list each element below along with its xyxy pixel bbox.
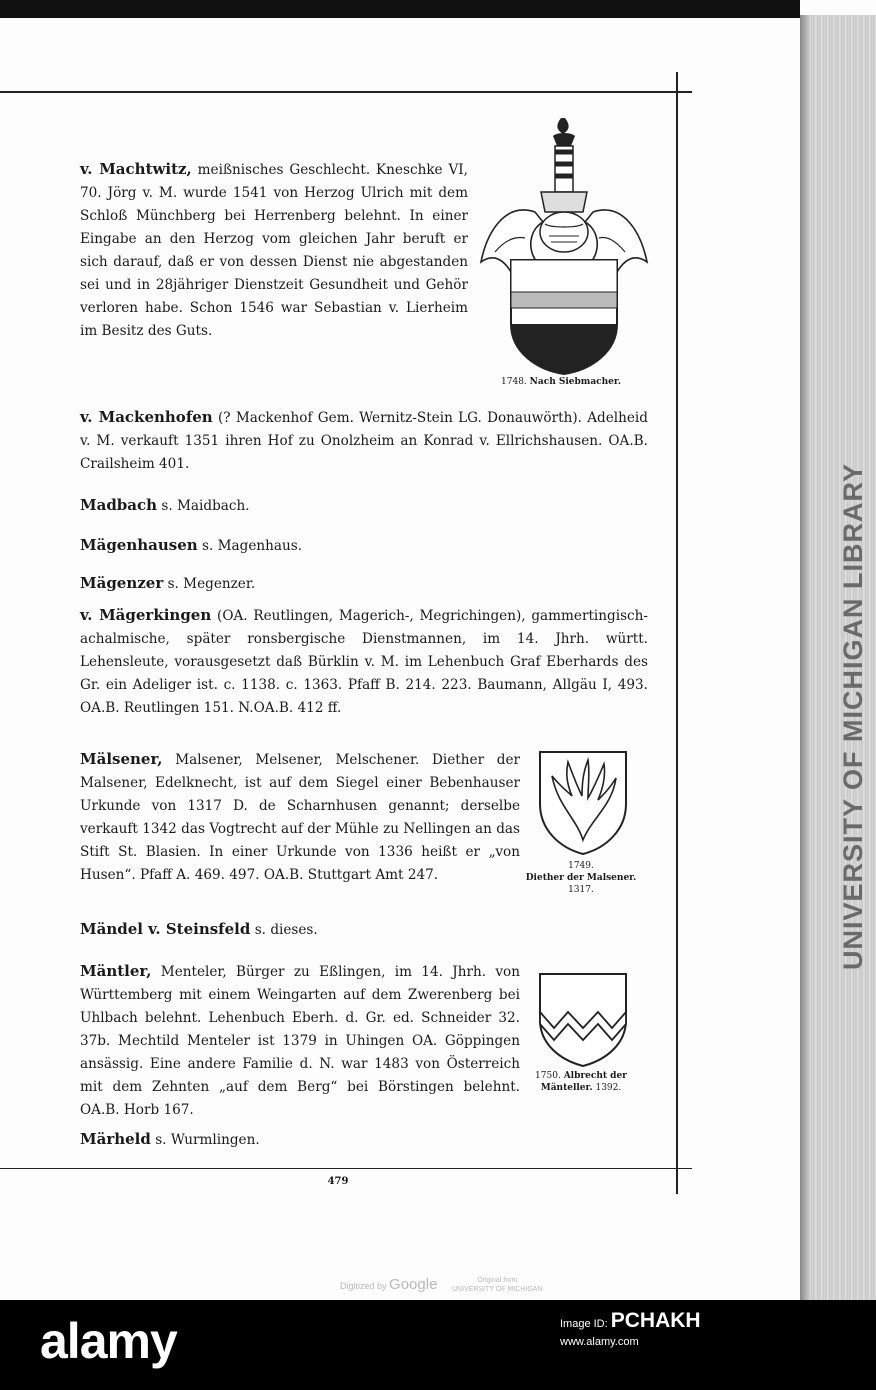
entry-headword: v. Mägerkingen xyxy=(80,606,212,624)
alamy-image-id: PCHAKH xyxy=(610,1309,701,1332)
entry-text: (OA. Reutlingen, Magerich-, Megrichingen), gammertingisch-achalmische, später ronsbergische Dienstmannen, im 14. Jhrh. württ. Lehensleute, vorausgesetzt daß Bürklin v. M. im Lehenbuch Graf Eberhards des Gr. ein Adeliger ist. c. 1138. c. 1363. Pfaff B. 214. 223. Baumann, Allgäu I, 493. OA.B. Reutlingen 151. N.OA.B. 412 ff. xyxy=(80,608,649,716)
entry-text: Malsener, Melsener, Melschener. Diether der Malsener, Edelknecht, ist auf dem Siegel einer Bebenhauser Urkunde von 1317 D. de Scharnhusen genannt; derselbe verkauft 1342 das Vogtrecht auf der Mühle zu Nellingen an das Stift St. Blasien. In einer Urkunde von 1336 heißt er „von Husen“. Pfaff A. 469. 497. OA.B. Stuttgart Amt 247. xyxy=(80,752,520,883)
coat-of-arms-1749 xyxy=(536,748,630,858)
entry-text: s. Magenhaus. xyxy=(202,538,303,554)
figure-caption-1749 xyxy=(514,860,648,896)
entry-headword: Märheld xyxy=(80,1130,151,1148)
alamy-logo: alamy xyxy=(40,1313,177,1369)
figure-year: 1317. xyxy=(568,885,594,895)
entry-maegerkingen xyxy=(80,604,648,720)
entry-text: Menteler, Bürger zu Eßlingen, im 14. Jhrh. von Württemberg mit einem Weingarten auf dem Zwerenberg bei Uhlbach belehnt. Lehenbuch Eberh. d. Gr. ed. Schneider 32. 37b. Mechtild Menteler ist 1379 in Uhingen OA. Göppingen ansässig. Eine andere Familie d. N. war 1483 von Österreich mit dem Zehnten „auf dem Berg“ bei Börstingen belehnt. OA.B. Horb 167. xyxy=(80,964,520,1118)
figure-year: 1392. xyxy=(595,1083,622,1093)
figure-number: 1749. xyxy=(568,861,594,871)
entry-headword: Madbach xyxy=(80,496,158,514)
entry-headword: v. Mackenhofen xyxy=(80,408,213,426)
entry-machtwitz xyxy=(80,158,468,343)
entry-text: s. Maidbach. xyxy=(161,498,250,514)
right-margin-rule xyxy=(676,72,678,1194)
entry-text: meißnisches Geschlecht. Kneschke VI, 70. Jörg v. M. wurde 1541 von Herzog Ulrich mit dem Schloß Münchberg bei Herrenberg belehnt. In einer Eingabe an den Herzog vom gleichen Jahr beruft er sich darauf, daß er von dessen Dienst nie abgestanden sei und in 28jähriger Dienstzeit Gesundheit und Gehör verloren habe. Schon 1546 war Sebastian v. Lierheim im Besitz des Guts. xyxy=(80,162,468,339)
book-gutter-shadow xyxy=(800,15,810,1300)
entry-headword: Mäntler, xyxy=(80,962,152,980)
entry-maegenhausen xyxy=(80,534,648,558)
original-from-text: Original from xyxy=(477,1277,518,1284)
original-from-label xyxy=(452,1276,543,1294)
figure-caption-1748 xyxy=(486,376,636,388)
entry-headword: Mälsener, xyxy=(80,750,163,768)
figure-caption-text: Nach Siebmacher. xyxy=(529,377,621,387)
entry-maerheld xyxy=(80,1128,648,1152)
entry-text: s. dieses. xyxy=(254,922,318,938)
library-stamp: UNIVERSITY OF MICHIGAN LIBRARY xyxy=(838,462,868,970)
coat-of-arms-1748 xyxy=(475,112,653,377)
entry-headword: Mägenzer xyxy=(80,574,164,592)
entry-headword: Mändel v. Steinsfeld xyxy=(80,920,251,938)
google-logo: Google xyxy=(389,1276,438,1293)
entry-madbach xyxy=(80,494,648,518)
figure-number: 1748. xyxy=(501,377,527,387)
entry-headword: Mägenhausen xyxy=(80,536,198,554)
entry-mackenhofen xyxy=(80,406,648,476)
entry-maelsener xyxy=(80,748,520,887)
entry-text: (? Mackenhof Gem. Wernitz-Stein LG. Donauwörth). Adelheid v. M. verkauft 1351 ihren Hof zu Onolzheim an Konrad v. Ellrichshausen. OA.B. Crailsheim 401. xyxy=(80,410,648,472)
figure-caption-1750 xyxy=(514,1070,648,1094)
top-scan-strip xyxy=(0,0,800,18)
page-number: 479 xyxy=(327,1176,349,1187)
entry-maegenzer xyxy=(80,572,648,596)
figure-caption-text: Diether der Malsener. xyxy=(525,873,637,883)
entry-maentler xyxy=(80,960,520,1122)
entry-text: s. Megenzer. xyxy=(167,576,256,592)
digitized-prefix: Digitized by xyxy=(340,1281,387,1291)
figure-caption-text: Albrecht der Mänteller. xyxy=(540,1071,627,1093)
top-rule xyxy=(0,91,692,93)
digitized-by-google xyxy=(340,1276,437,1293)
entry-maendel xyxy=(80,918,648,942)
bottom-rule xyxy=(0,1168,692,1169)
coat-of-arms-1750 xyxy=(536,970,630,1070)
alamy-image-info: Image ID: PCHAKH www.alamy.com xyxy=(560,1312,860,1351)
figure-number: 1750. xyxy=(535,1071,561,1081)
original-library-text: UNIVERSITY OF MICHIGAN xyxy=(452,1286,543,1293)
entry-headword: v. Machtwitz, xyxy=(80,160,192,178)
alamy-site: www.alamy.com xyxy=(560,1336,639,1348)
entry-text: s. Wurmlingen. xyxy=(155,1132,260,1148)
